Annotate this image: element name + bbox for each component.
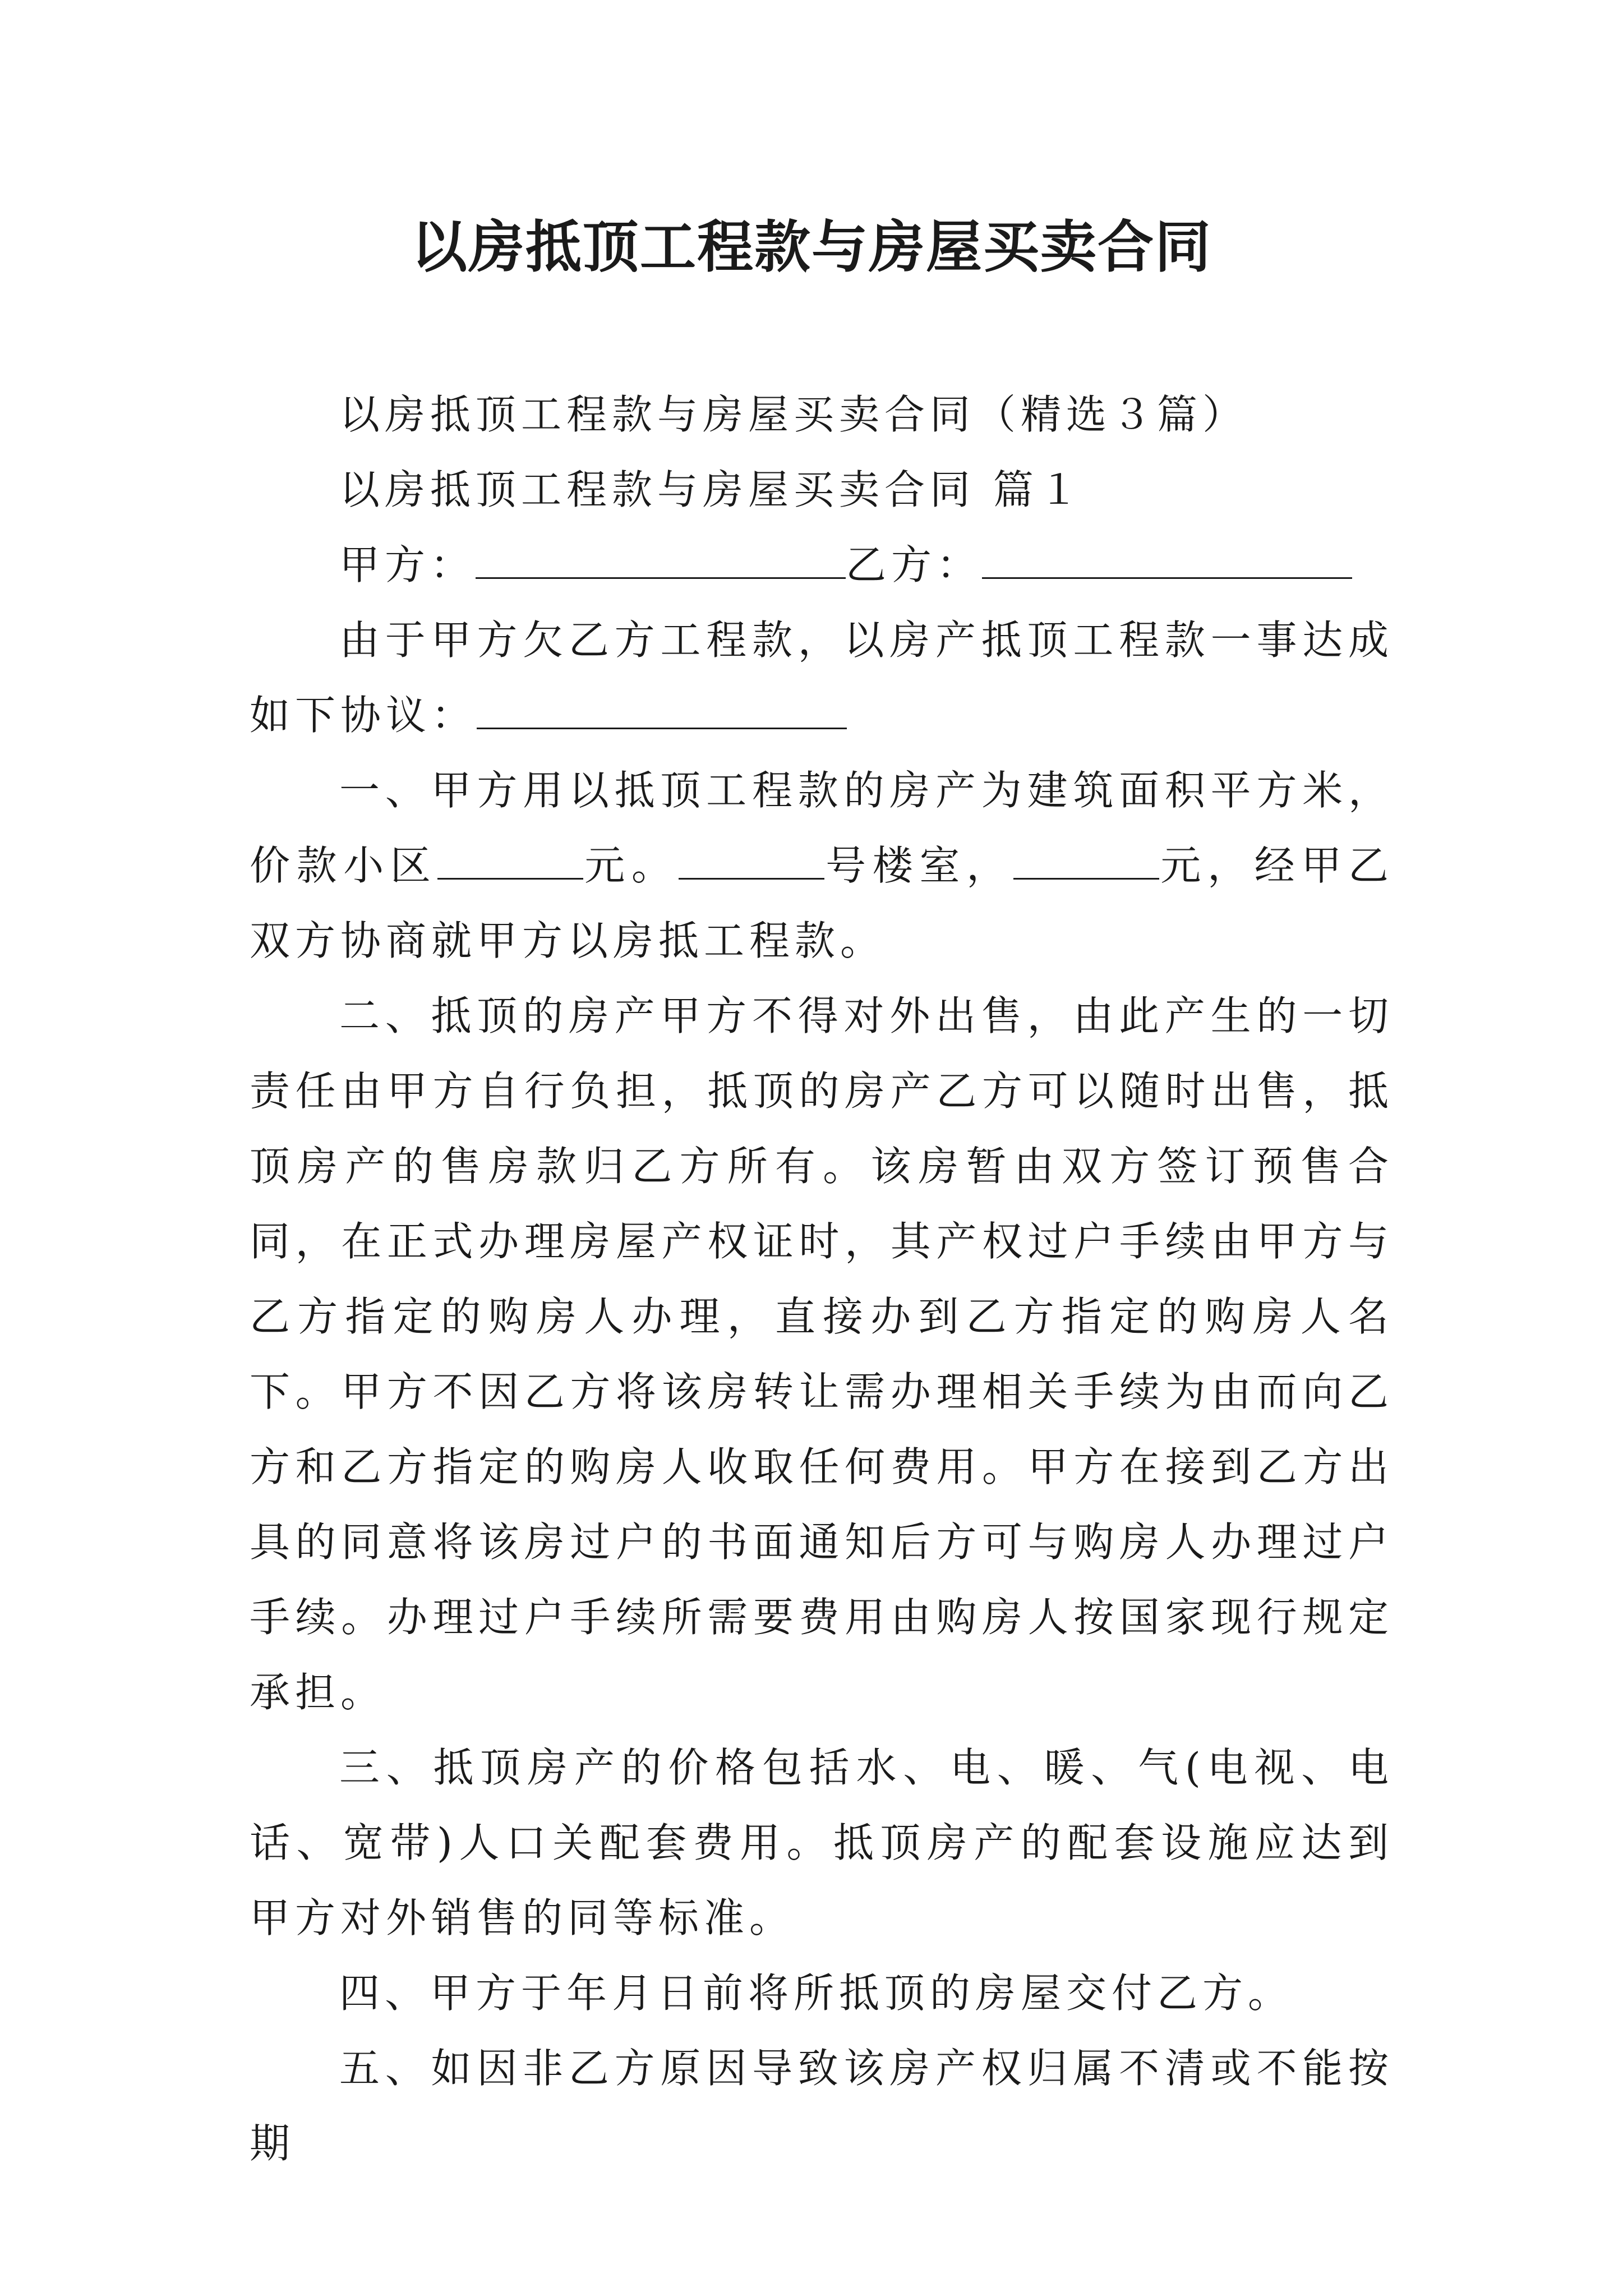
document-body (250, 377, 1394, 2181)
clause-1-blank-3 (1013, 834, 1159, 880)
intro-text: 由于甲方欠乙方工程款，以房产抵顶工程款一事达成如下协议： (250, 616, 1394, 739)
clause-1-blank-1 (437, 834, 583, 880)
party-a-label: 甲方： (339, 541, 476, 588)
intro-paragraph (250, 602, 1394, 753)
clause-2: 二、抵顶的房产甲方不得对外出售，由此产生的一切责任由甲方自行负担，抵顶的房产乙方可以随时出售，抵顶房产的售房款归乙方所有。该房暂由双方签订预售合同，在正式办理房屋产权证时，其产权过户手续由甲方与乙方指定的购房人办理，直接办到乙方指定的购房人名下。甲方不因乙方将该房转让需办理相关手续为由而向乙方和乙方指定的购房人收取任何费用。甲方在接到乙方出具的同意将该房过户的书面通知后方可与购房人办理过户手续。办理过户手续所需要费用由购房人按国家现行规定承担。 (250, 992, 1394, 1716)
clause-1-part-1: 一、甲方用以抵顶工程款的房产为建筑面积平方米，价款小区 (250, 767, 1394, 889)
clause-1-blank-2 (679, 834, 824, 880)
intro-blank (477, 684, 847, 729)
part-heading: 以房抵顶工程款与房屋买卖合同 篇１ (339, 466, 1084, 513)
party-b-label: 乙方： (846, 541, 983, 588)
clause-3: 三、抵顶房产的价格包括水、电、暖、气(电视、电话、宽带)人口关配套费用。抵顶房产的配套设施应达到甲方对外销售的同等标准。 (250, 1744, 1394, 1941)
subtitle: 以房抵顶工程款与房屋买卖合同（精选３篇） (339, 391, 1248, 438)
party-b-blank (982, 533, 1352, 579)
clause-1 (250, 753, 1394, 978)
clause-4: 四、甲方于年月日前将所抵顶的房屋交付乙方。 (339, 1970, 1294, 2017)
clause-1-part-3: 号楼室， (824, 842, 1013, 889)
clause-5: 五、如因非乙方原因导致该房产权归属不清或不能按期 (250, 2045, 1394, 2167)
clause-1-part-4: 元，经甲乙双方协商就甲方以房抵工程款。 (250, 842, 1394, 964)
parties-line (250, 527, 1394, 602)
clause-1-part-2: 元。 (583, 842, 679, 889)
document-title: 以房抵顶工程款与房屋买卖合同 (411, 214, 1212, 280)
party-a-blank (476, 533, 846, 579)
